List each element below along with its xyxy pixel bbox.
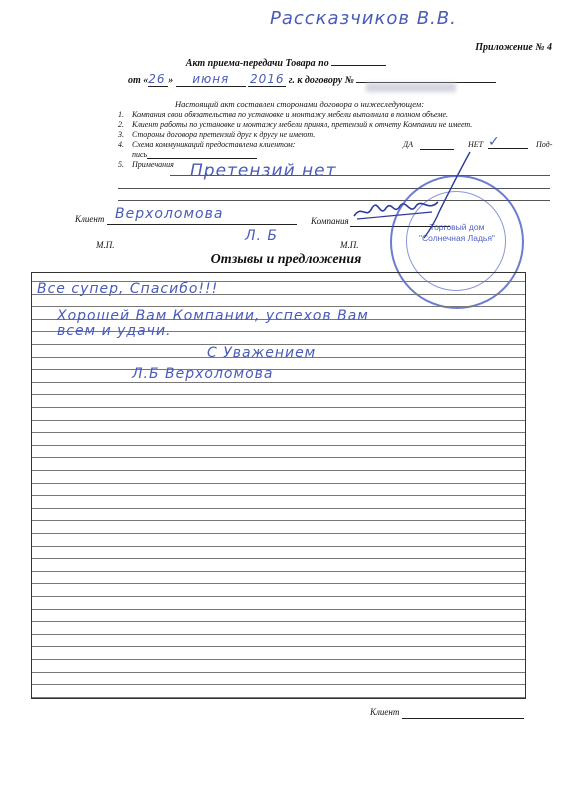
contract-number-blank <box>356 82 496 83</box>
feedback-title: Отзывы и предложения <box>210 252 362 267</box>
ruled-line <box>32 609 525 610</box>
footer-client-line <box>402 706 524 719</box>
client-signature-label: Клиент <box>75 214 105 224</box>
ruled-line <box>32 621 525 622</box>
remarks-handwritten: Претензий нет <box>190 161 337 181</box>
yes-blank <box>420 140 454 150</box>
act-title-text: Акт приема-передачи Товара по <box>185 58 329 69</box>
act-title-blank <box>331 65 386 66</box>
stamp-text: Торговый дом "Солнечная Ладья" <box>419 222 495 243</box>
ruled-line <box>32 634 525 635</box>
signature-label: Под- <box>536 140 553 149</box>
list-item: 4. Схема коммуникаций предоставлена клиентом: ДА НЕТ ✓ Под- <box>118 134 553 150</box>
ruled-line <box>32 382 525 383</box>
feedback-box <box>31 272 526 699</box>
ruled-line <box>32 483 525 484</box>
list-item: 3. Стороны договора претензий друг к другу не имеют. <box>118 130 316 139</box>
act-date-line: от «26 » июня 2016 г. к договору № <box>128 72 496 87</box>
no-label: НЕТ <box>468 140 484 149</box>
list-item: 1. Компания свои обязательства по установке и монтажу мебели выполнила в полном объеме. <box>118 110 448 119</box>
footer-client-label: Клиент <box>370 707 400 717</box>
stamp-signature-icon <box>420 150 480 240</box>
ruled-line <box>32 558 525 559</box>
client-mp-label: М.П. <box>96 240 115 250</box>
client-initials: Л. Б <box>245 228 279 244</box>
feedback-line: Л.Б Верхоломова <box>132 366 274 382</box>
ruled-line <box>32 495 525 496</box>
ruled-line <box>32 583 525 584</box>
ruled-line <box>32 533 525 534</box>
ruled-line <box>32 445 525 446</box>
ruled-line <box>32 369 525 370</box>
ruled-line <box>32 420 525 421</box>
list-item: пись <box>118 150 554 159</box>
ruled-line <box>32 470 525 471</box>
appendix-label: Приложение № 4 <box>475 42 552 53</box>
intro-text: Настоящий акт составлен сторонами договора о нижеследующем: <box>175 99 425 109</box>
list-item: 2. Клиент работы по установке и монтажу мебели принял, претензий к отчету Компании не имеет. <box>118 120 473 129</box>
company-signature-label: Компания <box>311 216 349 226</box>
date-year: 2016 <box>250 72 285 86</box>
act-title <box>0 58 572 69</box>
ruled-line <box>32 659 525 660</box>
feedback-line: всем и удачи. <box>57 323 172 339</box>
ruled-line <box>32 546 525 547</box>
ruled-line <box>32 457 525 458</box>
ruled-line <box>32 672 525 673</box>
no-checkmark-icon: ✓ <box>488 134 528 149</box>
redacted-contract-number <box>366 83 456 92</box>
ruled-line <box>32 432 525 433</box>
date-prefix: от « <box>128 75 149 86</box>
ruled-line <box>32 520 525 521</box>
contract-label: г. к договору № <box>288 75 354 86</box>
ruled-line <box>32 697 525 698</box>
list-item: 5. Примечания <box>118 160 174 169</box>
ruled-line <box>32 407 525 408</box>
feedback-line: Все супер, Спасибо!!! <box>37 281 219 297</box>
handwritten-name: Рассказчиков В.В. <box>270 8 457 29</box>
client-signature-handwritten: Верхоломова <box>115 206 224 222</box>
feedback-line: Хорошей Вам Компании, успехов Вам <box>57 308 369 324</box>
yes-label: ДА <box>403 140 413 149</box>
ruled-line <box>32 684 525 685</box>
ruled-line <box>32 394 525 395</box>
ruled-line <box>32 508 525 509</box>
feedback-line: С Уважением <box>207 345 317 361</box>
company-mp-label: М.П. <box>340 240 359 250</box>
date-day: 26 <box>148 72 168 87</box>
ruled-line <box>32 596 525 597</box>
date-month: июня <box>176 72 246 87</box>
ruled-line <box>32 571 525 572</box>
ruled-line <box>32 646 525 647</box>
